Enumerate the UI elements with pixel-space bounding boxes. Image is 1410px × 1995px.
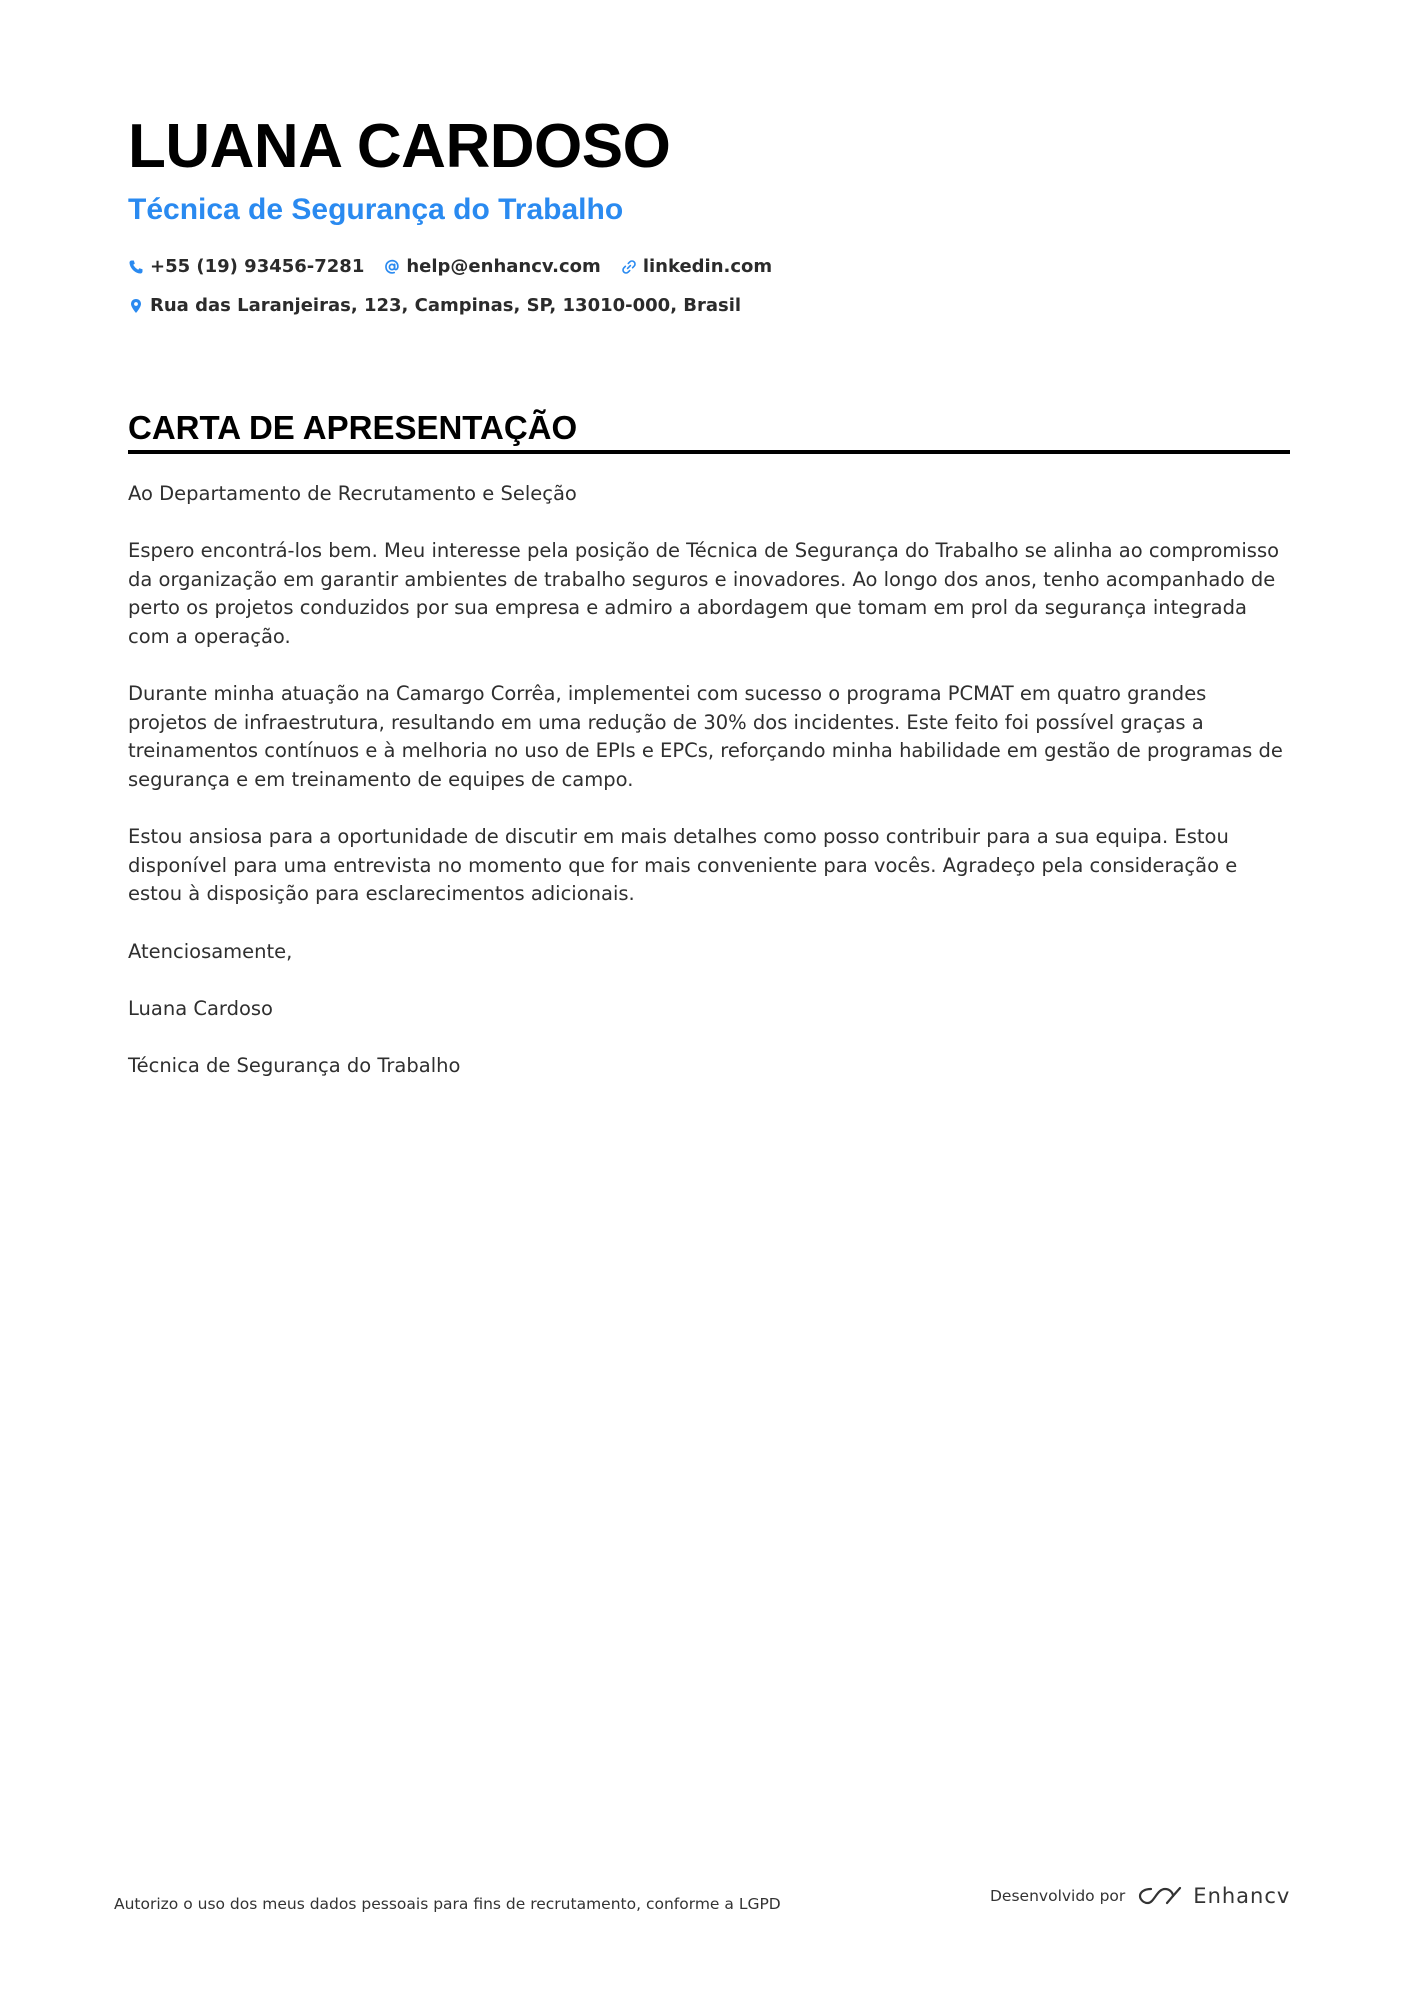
letter-salutation: Ao Departamento de Recrutamento e Seleção [128, 482, 577, 505]
developed-by-label: Desenvolvido por [990, 1887, 1126, 1905]
contact-email[interactable] [384, 253, 600, 281]
contact-row-primary [128, 253, 772, 281]
letter-closing: Atenciosamente, [128, 939, 293, 963]
contact-address [128, 292, 741, 320]
brand-name: Enhancv [1193, 1884, 1291, 1908]
letter-paragraph: Durante minha atuação na Camargo Corrêa, implementei com sucesso o programa PCMAT em quatro grandes projetos de infraestrutura, resultando em uma redução de 30% dos incidentes. Este feito foi possível graças a treinamentos contínuos e à melhoria no uso de EPIs e EPCs, reforçando minha habilidade em gestão de programas de segurança e em treinamento de equipes de campo. [128, 682, 1283, 791]
contact-phone[interactable] [128, 253, 364, 281]
letter-paragraph: Espero encontrá-los bem. Meu interesse pela posição de Técnica de Segurança do Trabalho se alinha ao compromisso da organização em garantir ambientes de trabalho seguros e inovadores. Ao longo dos anos, tenho acompanhado de perto os projetos conduzidos por sua empresa e admiro a abordagem que tomam em prol da segurança integrada com a operação. [128, 539, 1280, 648]
address-text: Rua das Laranjeiras, 123, Campinas, SP, 13010-000, Brasil [150, 295, 742, 316]
linkedin-link: linkedin.com [642, 256, 773, 277]
section-title: CARTA DE APRESENTAÇÃO [128, 409, 578, 446]
enhancv-logo-icon [1137, 1884, 1183, 1908]
enhancv-logo[interactable] [1137, 1884, 1290, 1908]
candidate-title: Técnica de Segurança do Trabalho [128, 193, 624, 226]
letter-body [128, 480, 1290, 1109]
phone-number: +55 (19) 93456-7281 [150, 256, 365, 277]
letter-paragraph: Estou ansiosa para a oportunidade de discutir em mais detalhes como posso contribuir para a sua equipa. Estou disponível para uma entrevista no momento que for mais conveniente para vocês. Agradeço pela consideração e estou à disposição para esclarecimentos adicionais. [128, 825, 1238, 906]
footer-brand[interactable] [990, 1884, 1290, 1908]
contact-row-address [128, 292, 741, 320]
phone-icon [128, 259, 144, 275]
signature-title: Técnica de Segurança do Trabalho [128, 1053, 461, 1077]
section-divider [128, 450, 1290, 454]
signature-name: Luana Cardoso [128, 996, 273, 1020]
contact-linkedin[interactable] [621, 253, 772, 281]
location-pin-icon [128, 298, 144, 314]
email-address: help@enhancv.com [406, 256, 601, 277]
link-icon [621, 259, 637, 275]
at-icon [384, 259, 400, 275]
consent-note: Autorizo o uso dos meus dados pessoais para fins de recrutamento, conforme a LGPD [114, 1895, 781, 1913]
candidate-name: LUANA CARDOSO [128, 112, 671, 181]
